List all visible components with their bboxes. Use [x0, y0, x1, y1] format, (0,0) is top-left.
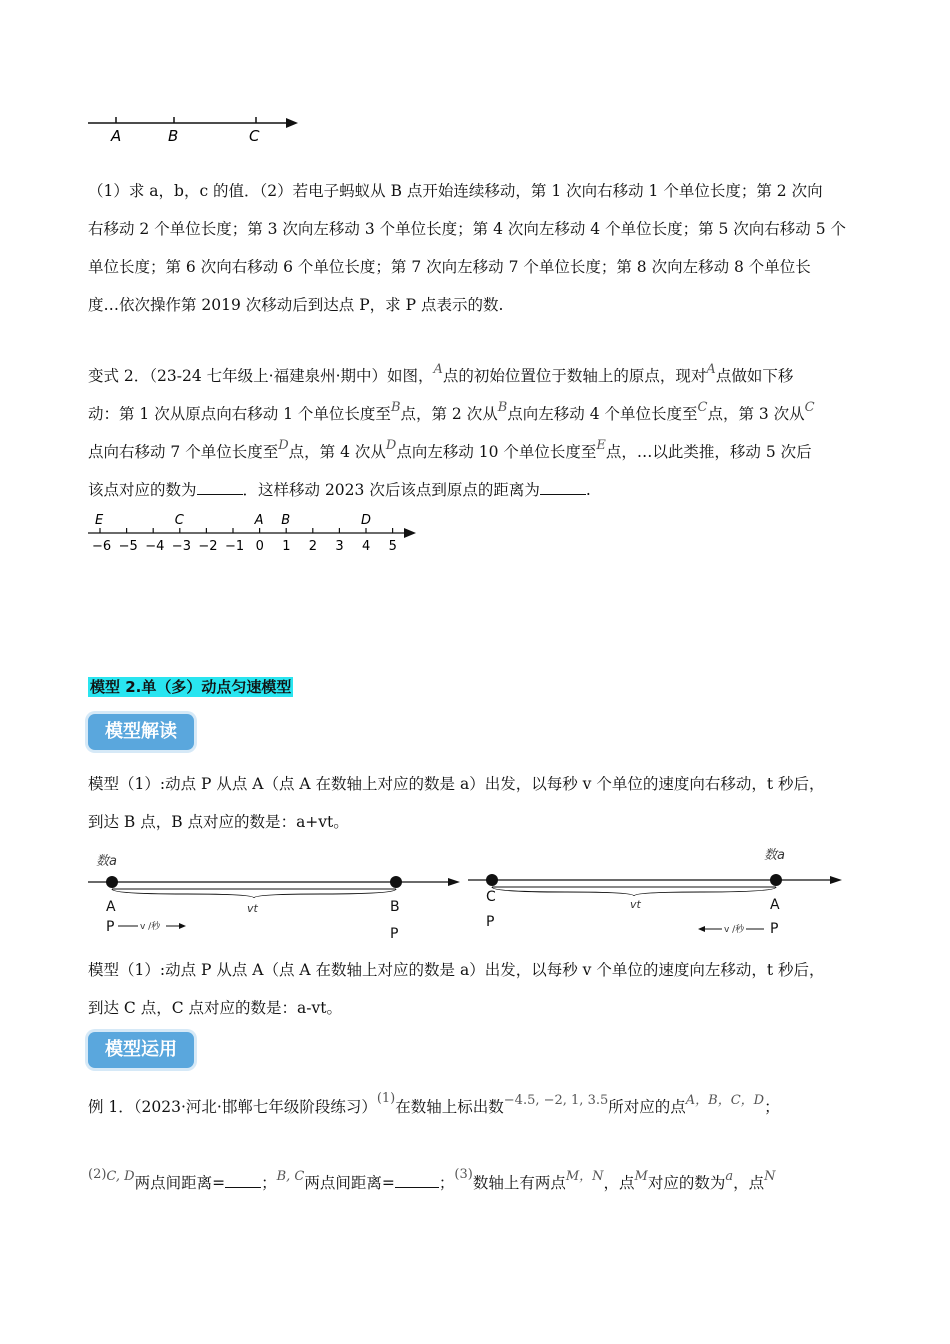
- tick-label: −3: [171, 539, 191, 554]
- diagram-left: [86, 848, 466, 940]
- tick-label: 4: [362, 539, 371, 554]
- answer-blank-bc: [395, 1173, 439, 1188]
- model2-text2-line2: 到达 C 点，C 点对应的数是：a-vt。: [88, 999, 342, 1017]
- svg-text:C: C: [486, 889, 496, 905]
- variant2-line-3: 点向右移动 7 个单位长度至$^D$点，第 4 次从$^D$点向左移动 10 个单位长度至$^E$点，…以此类推，移动 5 次后: [88, 438, 812, 461]
- point-label-c: C: [174, 513, 184, 528]
- model2-text1-line2: 到达 B 点，B 点对应的数是：a+vt。: [88, 813, 349, 831]
- point-a: [770, 874, 782, 886]
- tick-label: −2: [198, 539, 218, 554]
- variant2-line-4: 该点对应的数为 ．这样移动 2023 次后该点到原点的距离为 .: [88, 481, 591, 499]
- diagram-right: [466, 840, 850, 940]
- label-c: C: [249, 127, 260, 145]
- svg-text:P: P: [390, 926, 399, 940]
- axis-arrow: [404, 528, 416, 538]
- point-c: [486, 874, 498, 886]
- variant2-line-1: 变式 2．（23-24 七年级上·福建泉州·期中）如图，$^A$点的初始位置位于数轴上的原点，现对$^A$点做如下移: [88, 362, 794, 385]
- tick-label: 0: [255, 539, 264, 554]
- point-label-group: [95, 513, 371, 528]
- point-label-a: A: [254, 513, 264, 528]
- svg-text:v /秒: v /秒: [724, 925, 745, 935]
- point-label-e: E: [95, 513, 104, 528]
- badge-model-use: 模型运用: [88, 1032, 194, 1068]
- axis-arrow: [286, 118, 298, 128]
- svg-text:数a: 数a: [96, 854, 117, 869]
- answer-blank-2: [540, 480, 586, 495]
- svg-text:P: P: [106, 919, 115, 935]
- svg-text:vt: vt: [247, 902, 258, 915]
- tick-label: −6: [92, 539, 112, 554]
- svg-text:A: A: [106, 899, 116, 915]
- tick-label: 2: [308, 539, 318, 554]
- point-label-d: D: [361, 513, 372, 528]
- point-b: [390, 876, 402, 888]
- label-b: B: [168, 127, 179, 145]
- tick-label: 3: [335, 539, 344, 554]
- q1-line-3: 单位长度；第 6 次向右移动 6 个单位长度；第 7 次向左移动 7 个单位长度；第 8 次向左移动 8 个单位长: [88, 258, 811, 276]
- example1-line-2: $^{(2)C, D}$两点间距离= ；$^{B, C}$两点间距离= ；$^{(3)}$数轴上有两点$^{M,N}$，点$^M$对应的数为$^a$，点$^N$: [88, 1167, 776, 1192]
- variant2-line-2: 动：第 1 次从原点向右移动 1 个单位长度至$^B$点，第 2 次从$^B$点向左移动 4 个单位长度至$^C$点，第 3 次从$^C$: [88, 400, 815, 423]
- tick-label: −1: [225, 539, 245, 554]
- model2-title: 模型 2.单（多）动点匀速模型: [90, 678, 292, 696]
- svg-text:B: B: [390, 899, 400, 915]
- point-label-b: B: [281, 513, 291, 528]
- tick-label: −4: [145, 539, 165, 554]
- model2-text2-line1: 模型（1）:动点 P 从点 A（点 A 在数轴上对应的数是 a）出发，以每秒 v 个单位的速度向左移动，t 秒后，: [88, 961, 825, 979]
- tick-label: 1: [282, 539, 291, 554]
- q1-line-2: 右移动 2 个单位长度；第 3 次向左移动 3 个单位长度；第 4 次向左移动 4 个单位长度；第 5 次向右移动 5 个: [88, 220, 847, 238]
- model2-text1-line1: 模型（1）:动点 P 从点 A（点 A 在数轴上对应的数是 a）出发，以每秒 v 个单位的速度向右移动，t 秒后，: [88, 775, 825, 793]
- svg-text:v /秒: v /秒: [140, 922, 161, 932]
- q1-line-4: 度…依次操作第 2019 次移动后到达点 P，求 P 点表示的数.: [88, 296, 504, 314]
- tick-label: 5: [388, 539, 397, 554]
- top-number-line: [86, 108, 306, 148]
- svg-text:P: P: [486, 914, 495, 930]
- variant2-number-line: [86, 508, 426, 558]
- svg-text:数a: 数a: [764, 848, 785, 863]
- svg-text:vt: vt: [630, 898, 641, 911]
- badge-model-read: 模型解读: [88, 714, 194, 750]
- q1-line-1: （1）求 a，b，c 的值．（2）若电子蚂蚁从 B 点开始连续移动，第 1 次向右移动 1 个单位长度；第 2 次向: [88, 182, 823, 200]
- tick-label: −5: [118, 539, 138, 554]
- tick-group: [92, 528, 397, 554]
- answer-blank-cd: [225, 1173, 261, 1188]
- svg-text:P: P: [770, 921, 779, 937]
- answer-blank-1: [197, 480, 243, 495]
- example1-line-1: 例 1．（2023·河北·邯郸七年级阶段练习）$^{(1)}$在数轴上标出数$^{-4.5, -2, 1, 3.5}$所对应的点$^{A,B,C,D}$；: [88, 1091, 780, 1116]
- label-a: A: [111, 127, 122, 145]
- svg-text:A: A: [770, 897, 780, 913]
- point-a: [106, 876, 118, 888]
